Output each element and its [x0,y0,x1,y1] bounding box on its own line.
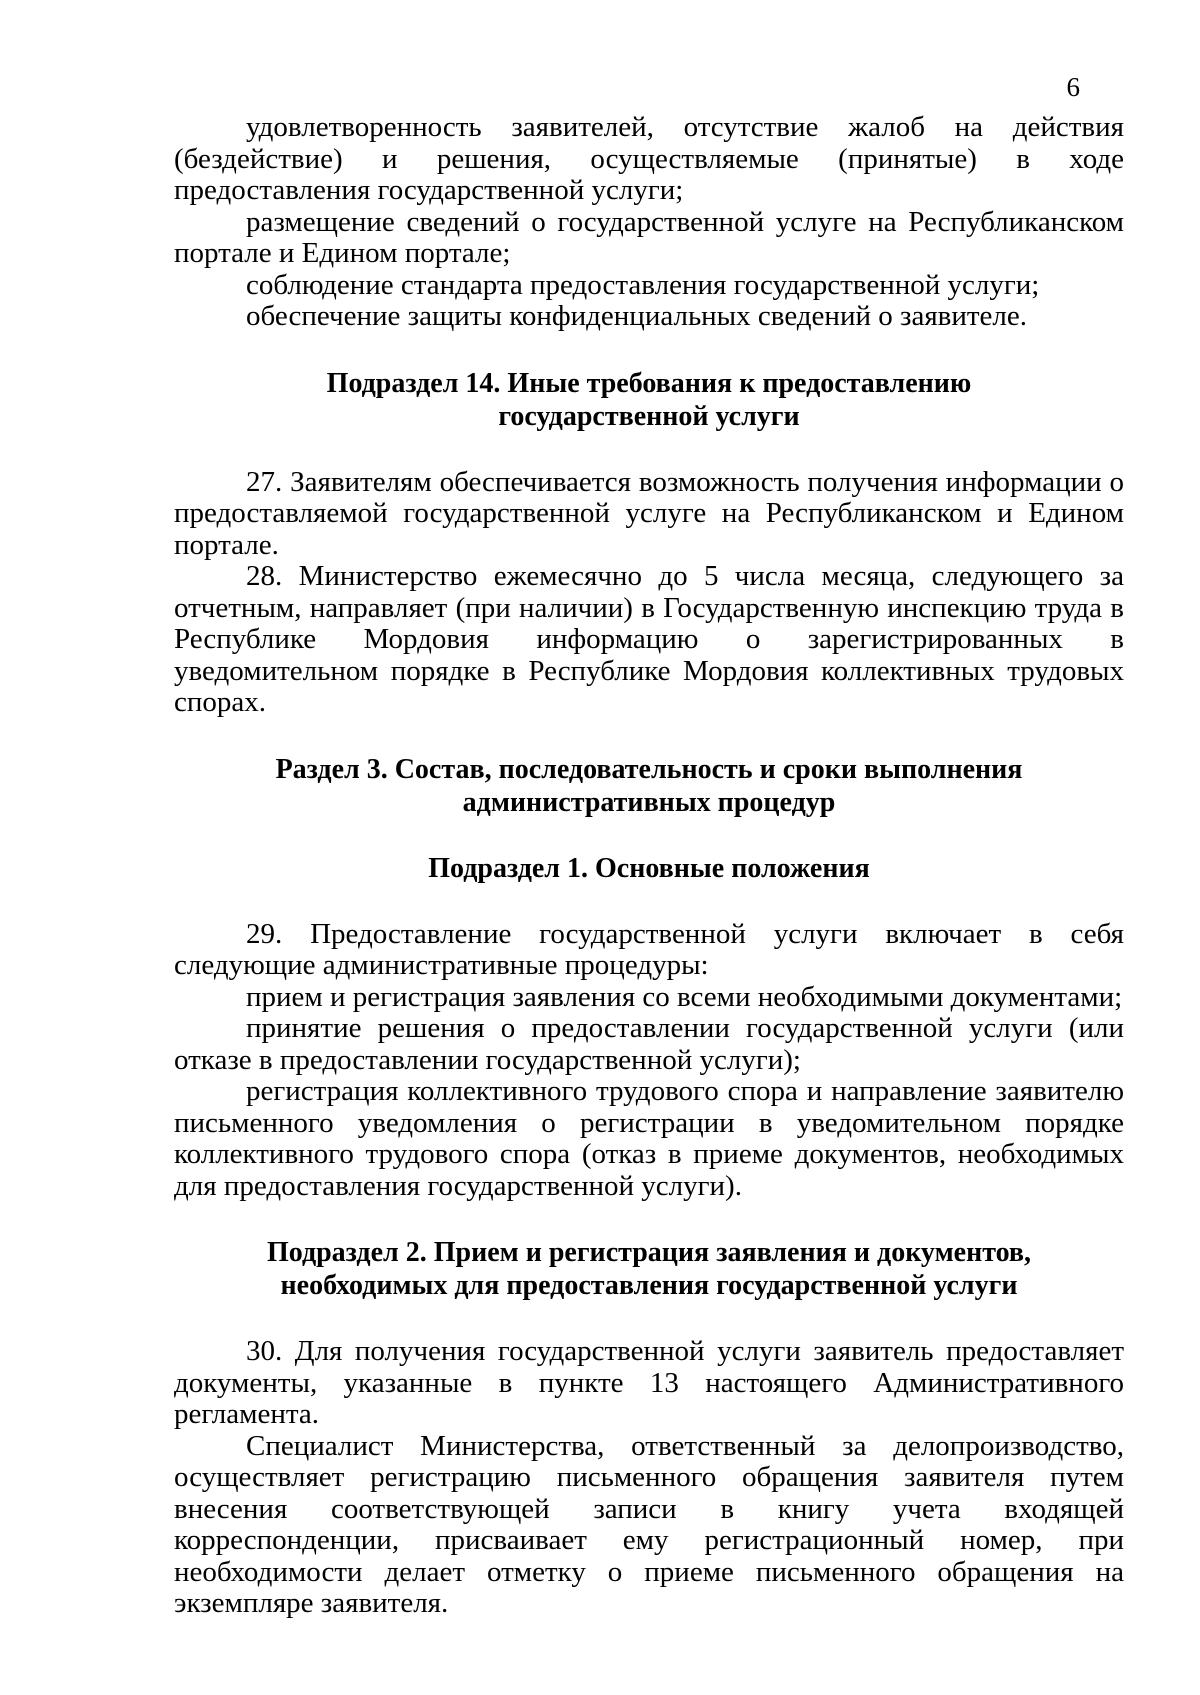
paragraph: прием и регистрация заявления со всеми необходимыми документами; [246,980,1123,1013]
section-heading [174,367,1124,433]
paragraph: удовлетворенность заявителей, отсутствие жалоб на действия (бездействие) и решения, осуществляемые (принятые) в ходе предоставления государственной услуги; [174,111,1124,206]
heading-line: государственной услуги [498,400,800,432]
paragraph: принятие решения о предоставлении государственной услуги (или отказе в предоставлении государственной услуги); [174,1012,1124,1076]
heading-line: необходимых для предоставления государственной услуги [280,1270,1018,1301]
paragraph: 27. Заявителям обеспечивается возможность получения информации о предоставляемой государственной услуге на Республиканском и Едином портале. [174,465,1124,561]
heading-line: административных процедур [462,786,836,818]
subsection-heading [174,852,1124,885]
paragraph: размещение сведений о государственной услуге на Республиканском портале и Едином портале; [174,205,1124,269]
page-number: 6 [1066,72,1080,102]
paragraph: обеспечение защиты конфиденциальных сведений о заявителе. [246,300,1028,332]
paragraph: соблюдение стандарта предоставления государственной услуги; [246,268,1040,301]
section-heading [174,753,1124,819]
paragraph: 29. Предоставление государственной услуги включает в себя следующие административные процедуры: [174,917,1124,981]
paragraph: 30. Для получения государственной услуги заявитель предоставляет документы, указанные в пункте 13 настоящего Административного регламента. [174,1335,1124,1430]
heading-line: Подраздел 14. Иные требования к предоставлению [326,367,972,399]
paragraph: Специалист Министерства, ответственный за делопроизводство, осуществляет регистрацию письменного обращения заявителя путем внесения соответствующей записи в книгу учета входящей корреспонденции, присваивает ему регистрационный номер, при необходимости делает отметку о приеме письменного обращения на экземпляре заявителя. [174,1429,1124,1619]
heading-line: Раздел 3. Состав, последовательность и сроки выполнения [275,753,1023,785]
heading-line: Подраздел 2. Прием и регистрация заявления и документов, [266,1237,1032,1268]
document-body [174,112,1124,1620]
subsection-heading [174,1236,1124,1302]
heading-line: Подраздел 1. Основные положения [428,852,870,884]
paragraph: 28. Министерство ежемесячно до 5 числа месяца, следующего за отчетным, направляет (при наличии) в Государственную инспекцию труда в Республике Мордовия информацию о зарегистрированных в уведомительном порядке в Республике Мордовия коллективных трудовых спорах. [174,560,1124,718]
paragraph: регистрация коллективного трудового спора и направление заявителю письменного уведомления о регистрации в уведомительном порядке коллективного трудового спора (отказ в приеме документов, необходимых для предоставления государственной услуги). [174,1075,1124,1202]
